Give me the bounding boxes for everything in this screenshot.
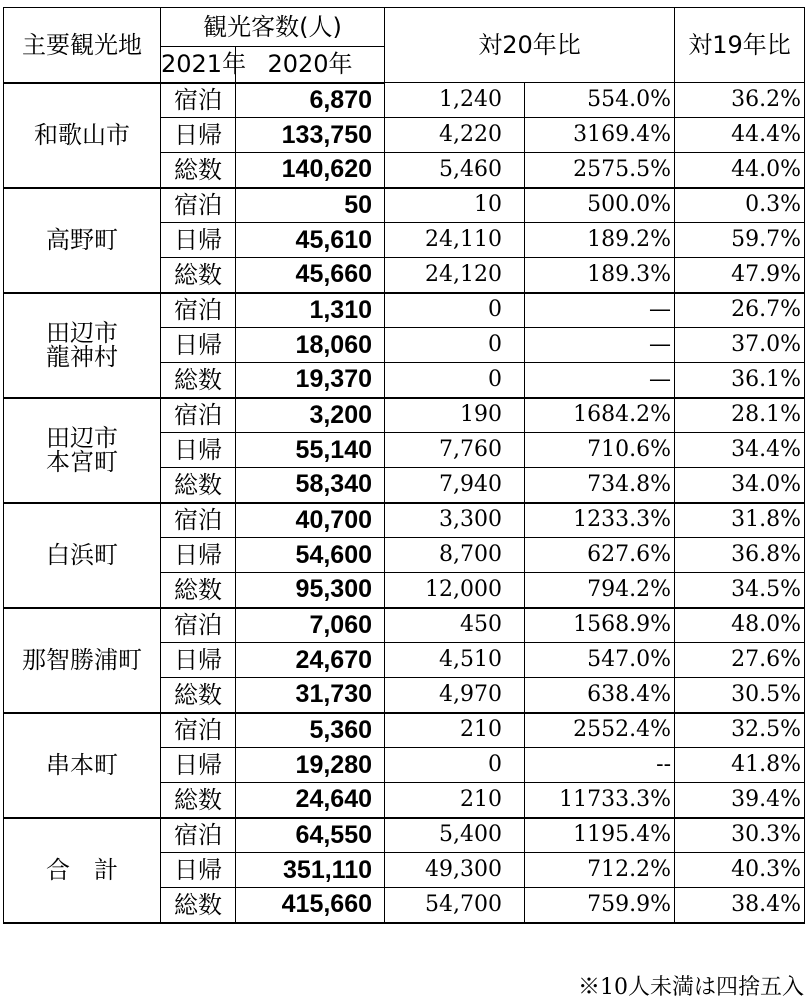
ratio-vs20-cell: 11733.3% bbox=[525, 783, 675, 818]
ratio-vs20-cell: 1233.3% bbox=[525, 503, 675, 538]
visitors-2021-cell: 95,300 bbox=[236, 573, 385, 608]
visitors-2021-cell: 45,660 bbox=[236, 258, 385, 293]
visitors-2020-cell: 4,970 bbox=[385, 678, 525, 713]
visitors-2021-cell: 18,060 bbox=[236, 328, 385, 363]
spot-name bbox=[4, 818, 161, 923]
ratio-vs19-cell: 0.3% bbox=[675, 188, 805, 223]
visitors-2021-cell: 54,600 bbox=[236, 538, 385, 573]
ratio-vs20-cell: 1568.9% bbox=[525, 608, 675, 643]
visitors-2021-cell: 7,060 bbox=[236, 608, 385, 643]
ratio-vs19-cell: 34.0% bbox=[675, 468, 805, 503]
visit-type-cell: 総数 bbox=[161, 573, 236, 608]
ratio-vs19-cell: 36.8% bbox=[675, 538, 805, 573]
visitors-2021-cell: 40,700 bbox=[236, 503, 385, 538]
ratio-vs19-cell: 36.1% bbox=[675, 363, 805, 398]
spot-name bbox=[4, 398, 161, 503]
ratio-vs20-cell: -- bbox=[525, 748, 675, 783]
ratio-vs20-cell: 710.6% bbox=[525, 433, 675, 468]
visit-type-cell: 宿泊 bbox=[161, 83, 236, 118]
visitors-2020-cell: 3,300 bbox=[385, 503, 525, 538]
spot-name-line: 田辺市 bbox=[46, 424, 118, 452]
visitors-2020-cell: 450 bbox=[385, 608, 525, 643]
visitors-2021-cell: 24,640 bbox=[236, 783, 385, 818]
spot-name-line: 本宮町 bbox=[46, 448, 118, 476]
visit-type-cell: 総数 bbox=[161, 153, 236, 188]
visitors-2021-cell: 24,670 bbox=[236, 643, 385, 678]
visit-type-cell: 日帰 bbox=[161, 328, 236, 363]
ratio-vs20-cell: 189.2% bbox=[525, 223, 675, 258]
visit-type-cell: 総数 bbox=[161, 363, 236, 398]
table-row bbox=[4, 398, 805, 433]
visitors-2020-cell: 190 bbox=[385, 398, 525, 433]
visitors-2020-cell: 4,510 bbox=[385, 643, 525, 678]
ratio-vs19-cell: 31.8% bbox=[675, 503, 805, 538]
ratio-vs19-cell: 30.3% bbox=[675, 818, 805, 853]
visitors-2021-cell: 31,730 bbox=[236, 678, 385, 713]
ratio-vs20-cell: 1195.4% bbox=[525, 818, 675, 853]
ratio-vs19-cell: 39.4% bbox=[675, 783, 805, 818]
ratio-vs20-cell: 1684.2% bbox=[525, 398, 675, 433]
ratio-vs20-cell: 627.6% bbox=[525, 538, 675, 573]
visitors-2021-cell: 351,110 bbox=[236, 853, 385, 888]
table-row bbox=[4, 83, 805, 118]
ratio-vs19-cell: 48.0% bbox=[675, 608, 805, 643]
spot-name-line: 和歌山市 bbox=[34, 121, 130, 149]
spot-name bbox=[4, 83, 161, 188]
visitors-2020-cell: 1,240 bbox=[385, 83, 525, 118]
ratio-vs20-cell: 547.0% bbox=[525, 643, 675, 678]
visitors-2020-cell: 0 bbox=[385, 363, 525, 398]
spot-name-line: 合 計 bbox=[46, 856, 118, 884]
tourism-statistics-table bbox=[3, 7, 805, 924]
header-2020: 2020年 bbox=[236, 47, 385, 83]
header-vs19: 対19年比 bbox=[675, 8, 805, 83]
ratio-vs20-cell: 638.4% bbox=[525, 678, 675, 713]
visitors-2020-cell: 8,700 bbox=[385, 538, 525, 573]
ratio-vs20-cell: — bbox=[525, 328, 675, 363]
visitors-2021-cell: 5,360 bbox=[236, 713, 385, 748]
visit-type-cell: 日帰 bbox=[161, 748, 236, 783]
table-row bbox=[4, 818, 805, 853]
visitors-2021-cell: 19,370 bbox=[236, 363, 385, 398]
ratio-vs20-cell: 734.8% bbox=[525, 468, 675, 503]
spot-name bbox=[4, 188, 161, 293]
visitors-2021-cell: 3,200 bbox=[236, 398, 385, 433]
visitors-2021-cell: 55,140 bbox=[236, 433, 385, 468]
ratio-vs19-cell: 38.4% bbox=[675, 888, 805, 923]
visitors-2020-cell: 5,460 bbox=[385, 153, 525, 188]
visitors-2020-cell: 7,760 bbox=[385, 433, 525, 468]
header-spot: 主要観光地 bbox=[4, 8, 161, 83]
ratio-vs19-cell: 37.0% bbox=[675, 328, 805, 363]
visit-type-cell: 宿泊 bbox=[161, 608, 236, 643]
visitors-2020-cell: 0 bbox=[385, 293, 525, 328]
visit-type-cell: 宿泊 bbox=[161, 398, 236, 433]
visit-type-cell: 宿泊 bbox=[161, 293, 236, 328]
spot-name-line: 白浜町 bbox=[46, 541, 118, 569]
ratio-vs19-cell: 59.7% bbox=[675, 223, 805, 258]
ratio-vs20-cell: 189.3% bbox=[525, 258, 675, 293]
visitors-2020-cell: 210 bbox=[385, 713, 525, 748]
visitors-2020-cell: 24,120 bbox=[385, 258, 525, 293]
visit-type-cell: 宿泊 bbox=[161, 713, 236, 748]
visit-type-cell: 日帰 bbox=[161, 433, 236, 468]
ratio-vs19-cell: 44.0% bbox=[675, 153, 805, 188]
ratio-vs19-cell: 34.5% bbox=[675, 573, 805, 608]
header-visitors: 観光客数(人) bbox=[161, 8, 385, 47]
ratio-vs20-cell: 712.2% bbox=[525, 853, 675, 888]
ratio-vs20-cell: 3169.4% bbox=[525, 118, 675, 153]
ratio-vs20-cell: 759.9% bbox=[525, 888, 675, 923]
visitors-2020-cell: 210 bbox=[385, 783, 525, 818]
spot-name-line: 高野町 bbox=[46, 226, 118, 254]
ratio-vs20-cell: — bbox=[525, 293, 675, 328]
visit-type-cell: 総数 bbox=[161, 678, 236, 713]
ratio-vs19-cell: 34.4% bbox=[675, 433, 805, 468]
ratio-vs20-cell: 794.2% bbox=[525, 573, 675, 608]
visitors-2021-cell: 133,750 bbox=[236, 118, 385, 153]
table-row bbox=[4, 188, 805, 223]
visit-type-cell: 宿泊 bbox=[161, 818, 236, 853]
spot-name bbox=[4, 713, 161, 818]
table-row bbox=[4, 713, 805, 748]
visitors-2021-cell: 50 bbox=[236, 188, 385, 223]
ratio-vs19-cell: 44.4% bbox=[675, 118, 805, 153]
visit-type-cell: 総数 bbox=[161, 258, 236, 293]
ratio-vs20-cell: 500.0% bbox=[525, 188, 675, 223]
visit-type-cell: 日帰 bbox=[161, 643, 236, 678]
visitors-2021-cell: 6,870 bbox=[236, 83, 385, 118]
visit-type-cell: 総数 bbox=[161, 888, 236, 923]
visitors-2020-cell: 4,220 bbox=[385, 118, 525, 153]
table-row bbox=[4, 608, 805, 643]
ratio-vs19-cell: 30.5% bbox=[675, 678, 805, 713]
visitors-2020-cell: 7,940 bbox=[385, 468, 525, 503]
header-2021: 2021年 bbox=[161, 47, 236, 83]
spot-name-line: 龍神村 bbox=[46, 343, 118, 371]
visitors-2020-cell: 49,300 bbox=[385, 853, 525, 888]
spot-name-line: 串本町 bbox=[46, 751, 118, 779]
visit-type-cell: 日帰 bbox=[161, 853, 236, 888]
ratio-vs19-cell: 27.6% bbox=[675, 643, 805, 678]
spot-name bbox=[4, 608, 161, 713]
visitors-2021-cell: 19,280 bbox=[236, 748, 385, 783]
header-vs20: 対20年比 bbox=[385, 8, 675, 83]
visit-type-cell: 総数 bbox=[161, 468, 236, 503]
visit-type-cell: 日帰 bbox=[161, 118, 236, 153]
table-row bbox=[4, 293, 805, 328]
visit-type-cell: 日帰 bbox=[161, 538, 236, 573]
ratio-vs19-cell: 40.3% bbox=[675, 853, 805, 888]
visitors-2020-cell: 54,700 bbox=[385, 888, 525, 923]
visit-type-cell: 宿泊 bbox=[161, 188, 236, 223]
spot-name bbox=[4, 293, 161, 398]
ratio-vs19-cell: 28.1% bbox=[675, 398, 805, 433]
visitors-2020-cell: 0 bbox=[385, 328, 525, 363]
ratio-vs19-cell: 32.5% bbox=[675, 713, 805, 748]
spot-name-line: 那智勝浦町 bbox=[22, 646, 142, 674]
visitors-2020-cell: 10 bbox=[385, 188, 525, 223]
visitors-2021-cell: 58,340 bbox=[236, 468, 385, 503]
ratio-vs19-cell: 36.2% bbox=[675, 83, 805, 118]
footnote: ※10人未満は四捨五入 bbox=[578, 975, 804, 1000]
visitors-2020-cell: 5,400 bbox=[385, 818, 525, 853]
ratio-vs19-cell: 47.9% bbox=[675, 258, 805, 293]
ratio-vs20-cell: 2575.5% bbox=[525, 153, 675, 188]
visitors-2021-cell: 45,610 bbox=[236, 223, 385, 258]
visit-type-cell: 宿泊 bbox=[161, 503, 236, 538]
ratio-vs20-cell: 2552.4% bbox=[525, 713, 675, 748]
visitors-2021-cell: 1,310 bbox=[236, 293, 385, 328]
spot-name-line: 田辺市 bbox=[46, 319, 118, 347]
visit-type-cell: 日帰 bbox=[161, 223, 236, 258]
table-row bbox=[4, 503, 805, 538]
ratio-vs20-cell: — bbox=[525, 363, 675, 398]
visitors-2021-cell: 64,550 bbox=[236, 818, 385, 853]
ratio-vs20-cell: 554.0% bbox=[525, 83, 675, 118]
visitors-2021-cell: 140,620 bbox=[236, 153, 385, 188]
visitors-2020-cell: 24,110 bbox=[385, 223, 525, 258]
spot-name bbox=[4, 503, 161, 608]
ratio-vs19-cell: 26.7% bbox=[675, 293, 805, 328]
visitors-2020-cell: 0 bbox=[385, 748, 525, 783]
ratio-vs19-cell: 41.8% bbox=[675, 748, 805, 783]
visitors-2021-cell: 415,660 bbox=[236, 888, 385, 923]
visitors-2020-cell: 12,000 bbox=[385, 573, 525, 608]
visit-type-cell: 総数 bbox=[161, 783, 236, 818]
